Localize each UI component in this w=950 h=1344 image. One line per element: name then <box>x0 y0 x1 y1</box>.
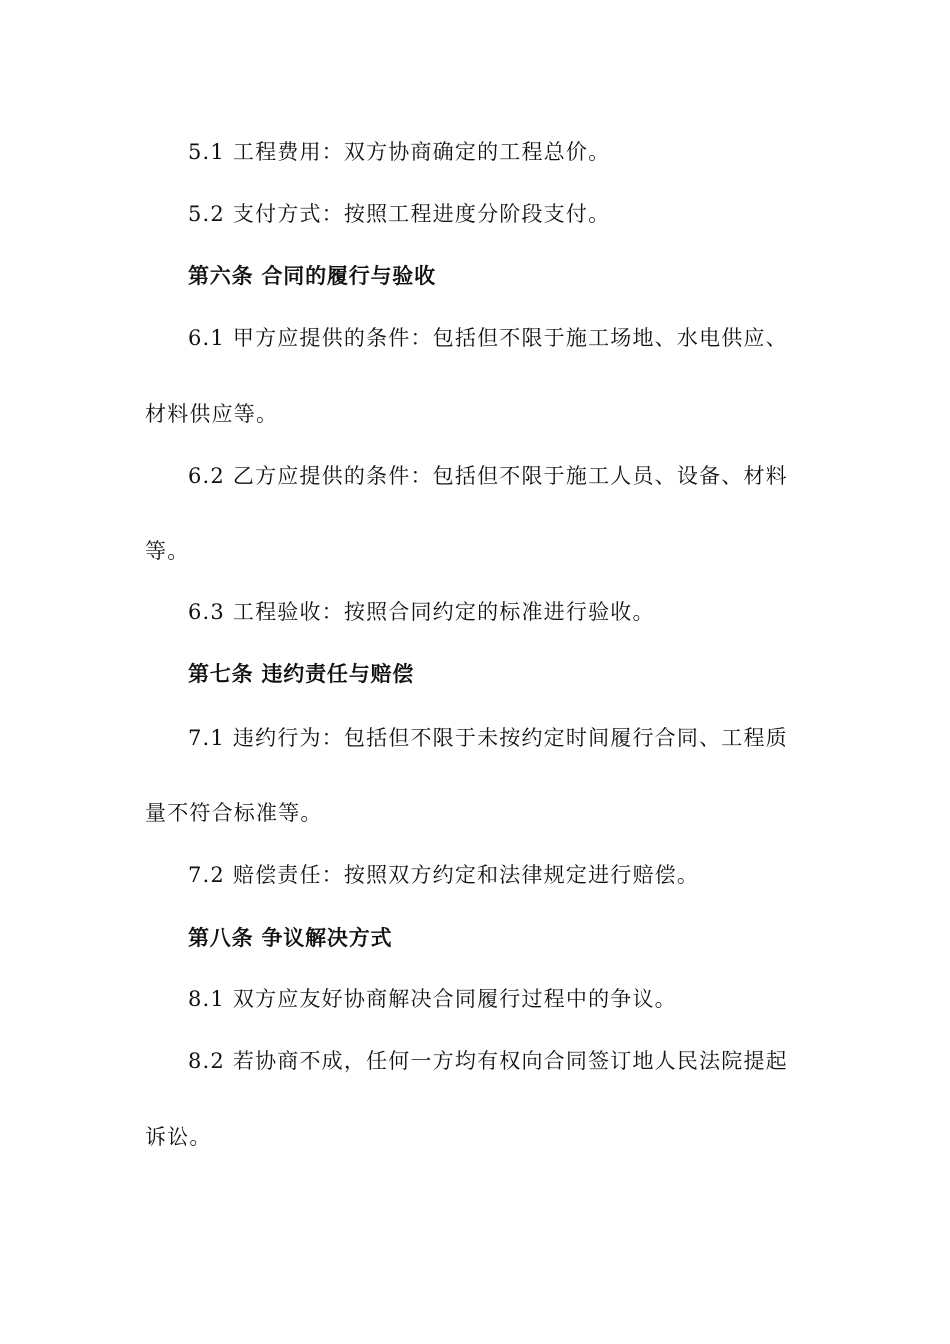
clause-7-1-continuation: 量不符合标准等。 <box>145 801 323 825</box>
clause-7-2: 7.2 赔偿责任：按照双方约定和法律规定进行赔偿。 <box>188 863 700 887</box>
clause-7-1: 7.1 违约行为：包括但不限于未按约定时间履行合同、工程质 <box>188 726 788 750</box>
clause-5-2: 5.2 支付方式：按照工程进度分阶段支付。 <box>188 202 611 226</box>
article-6-heading: 第六条 合同的履行与验收 <box>188 263 436 288</box>
clause-6-3: 6.3 工程验收：按照合同约定的标准进行验收。 <box>188 600 655 624</box>
clause-6-2: 6.2 乙方应提供的条件：包括但不限于施工人员、设备、材料 <box>188 464 788 488</box>
clause-8-1: 8.1 双方应友好协商解决合同履行过程中的争议。 <box>188 987 677 1011</box>
article-7-heading: 第七条 违约责任与赔偿 <box>188 661 415 686</box>
clause-6-1: 6.1 甲方应提供的条件：包括但不限于施工场地、水电供应、 <box>188 326 788 350</box>
clause-8-2-continuation: 诉讼。 <box>145 1125 212 1149</box>
clause-6-2-continuation: 等。 <box>145 539 190 563</box>
clause-6-1-continuation: 材料供应等。 <box>145 402 279 426</box>
clause-5-1: 5.1 工程费用：双方协商确定的工程总价。 <box>188 140 611 164</box>
clause-8-2: 8.2 若协商不成，任何一方均有权向合同签订地人民法院提起 <box>188 1049 788 1073</box>
article-8-heading: 第八条 争议解决方式 <box>188 925 393 950</box>
